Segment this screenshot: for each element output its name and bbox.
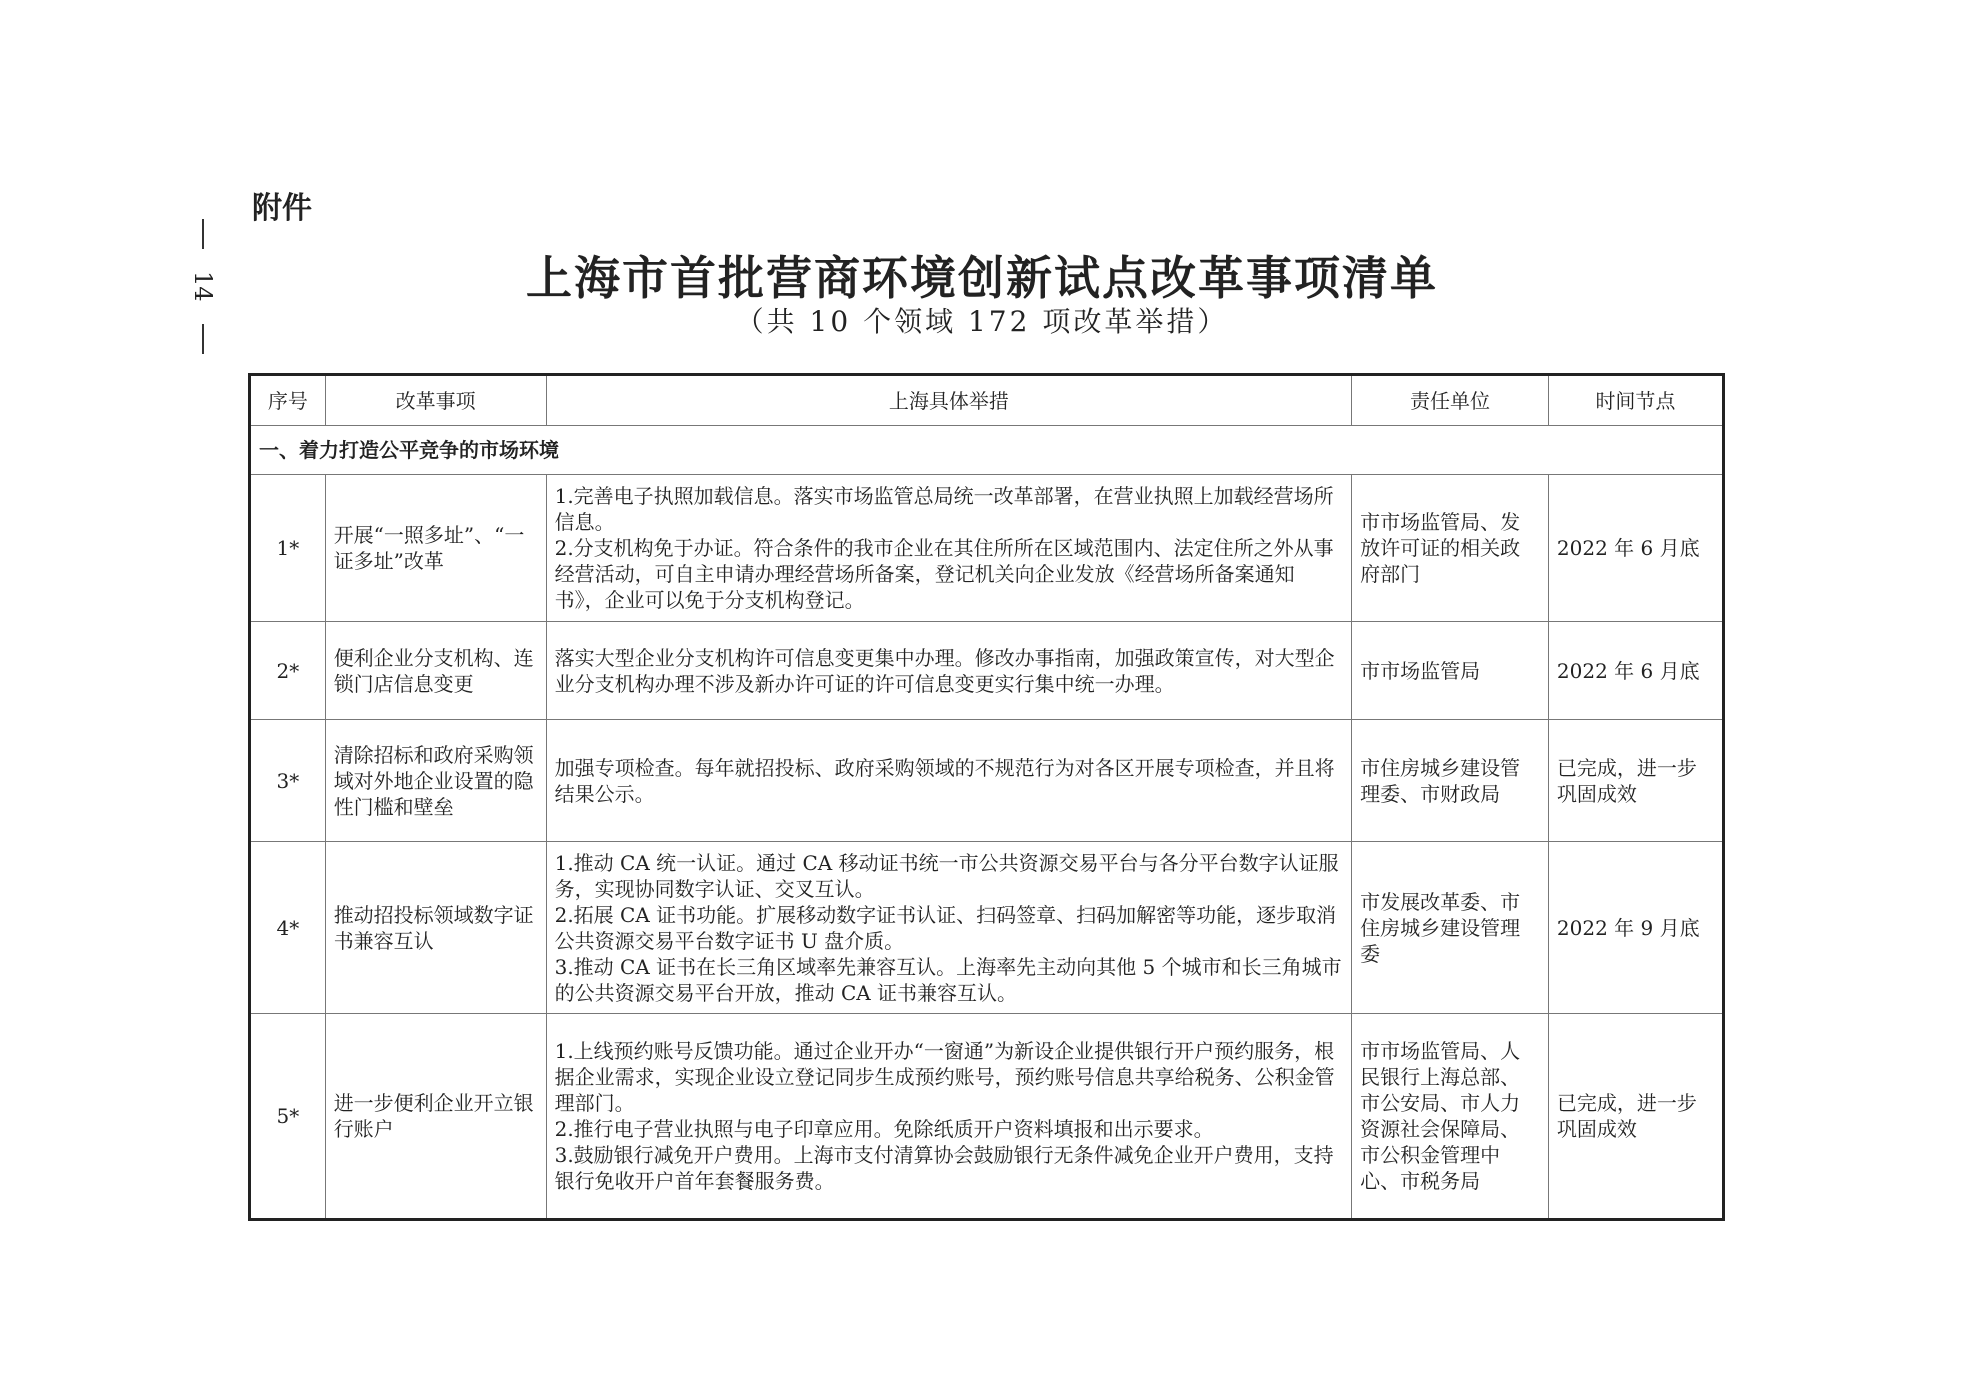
section-title: 一、着力打造公平竞争的市场环境	[250, 426, 1724, 475]
measures-cell	[546, 842, 1352, 1014]
reform-table	[248, 373, 1725, 1221]
table-row	[250, 622, 1724, 720]
table-row	[250, 720, 1724, 842]
measure-text: 加强专项检查。每年就招投标、政府采购领域的不规范行为对各区开展专项检查，并且将结果公示。	[554, 755, 1335, 806]
header-no: 序号	[250, 375, 326, 426]
reform-item: 进一步便利企业开立银行账户	[325, 1014, 546, 1220]
reform-item: 开展“一照多址”、“一证多址”改革	[325, 475, 546, 622]
responsible-unit: 市市场监管局、人民银行上海总部、市公安局、市人力资源社会保障局、市公积金管理中心、市税务局	[1352, 1014, 1549, 1220]
table-header-row	[250, 375, 1724, 426]
header-item: 改革事项	[325, 375, 546, 426]
reform-item: 推动招投标领域数字证书兼容互认	[325, 842, 546, 1014]
row-number: 2*	[250, 622, 326, 720]
measures-cell	[546, 720, 1352, 842]
responsible-unit: 市发展改革委、市住房城乡建设管理委	[1352, 842, 1549, 1014]
deadline: 已完成，进一步巩固成效	[1548, 720, 1723, 842]
measures-cell	[546, 1014, 1352, 1220]
deadline: 2022 年 9 月底	[1548, 842, 1723, 1014]
measure-text: 落实大型企业分支机构许可信息变更集中办理。修改办事指南，加强政策宣传，对大型企业分支机构办理不涉及新办许可证的许可信息变更实行集中统一办理。	[554, 645, 1335, 696]
row-number: 3*	[250, 720, 326, 842]
attachment-label: 附件	[252, 191, 312, 226]
measure-text: 2.拓展 CA 证书功能。扩展移动数字证书认证、扫码签章、扫码加解密等功能，逐步取消公共资源交易平台数字证书 U 盘介质。	[554, 902, 1337, 953]
measure-text: 1.上线预约账号反馈功能。通过企业开办“一窗通”为新设企业提供银行开户预约服务，根据企业需求，实现企业设立登记同步生成预约账号，预约账号信息共享给税务、公积金管理部门。	[554, 1039, 1335, 1115]
table-row	[250, 475, 1724, 622]
responsible-unit: 市市场监管局、发放许可证的相关政府部门	[1352, 475, 1549, 622]
table-row	[250, 1014, 1724, 1220]
responsible-unit: 市市场监管局	[1352, 622, 1549, 720]
responsible-unit: 市住房城乡建设管理委、市财政局	[1352, 720, 1549, 842]
deadline: 2022 年 6 月底	[1548, 622, 1723, 720]
reform-item: 清除招标和政府采购领域对外地企业设置的隐性门槛和壁垒	[325, 720, 546, 842]
deadline: 2022 年 6 月底	[1548, 475, 1723, 622]
measure-text: 3.鼓励银行减免开户费用。上海市支付清算协会鼓励银行无条件减免企业开户费用，支持银行免收开户首年套餐服务费。	[554, 1143, 1334, 1193]
header-unit: 责任单位	[1352, 375, 1549, 426]
measure-text: 2.推行电子营业执照与电子印章应用。免除纸质开户资料填报和出示要求。	[554, 1117, 1214, 1141]
reform-item: 便利企业分支机构、连锁门店信息变更	[325, 622, 546, 720]
document-subtitle: （共 10 个领域 172 项改革举措）	[735, 305, 1229, 338]
header-measures: 上海具体举措	[546, 375, 1352, 426]
measure-text: 1.推动 CA 统一认证。通过 CA 移动证书统一市公共资源交易平台与各分平台数字认证服务，实现协同数字认证、交叉互认。	[554, 850, 1339, 901]
page-number-text: 14	[189, 271, 217, 302]
section-row	[250, 426, 1724, 475]
document-title: 上海市首批营商环境创新试点改革事项清单	[526, 251, 1438, 305]
measures-cell	[546, 622, 1352, 720]
row-number: 1*	[250, 475, 326, 622]
measure-text: 1.完善电子执照加载信息。落实市场监管总局统一改革部署，在营业执照上加载经营场所信息。	[554, 484, 1334, 534]
table-row	[250, 842, 1724, 1014]
row-number: 5*	[250, 1014, 326, 1220]
measures-cell	[546, 475, 1352, 622]
deadline: 已完成，进一步巩固成效	[1548, 1014, 1723, 1220]
measure-text: 3.推动 CA 证书在长三角区域率先兼容互认。上海率先主动向其他 5 个城市和长三角城市的公共资源交易平台开放，推动 CA 证书兼容互认。	[554, 954, 1342, 1005]
row-number: 4*	[250, 842, 326, 1014]
measure-text: 2.分支机构免于办证。符合条件的我市企业在其住所所在区域范围内、法定住所之外从事经营活动，可自主申请办理经营场所备案，登记机关向企业发放《经营场所备案通知书》，企业可以免于分支机构登记。	[554, 536, 1334, 612]
header-time: 时间节点	[1548, 375, 1723, 426]
